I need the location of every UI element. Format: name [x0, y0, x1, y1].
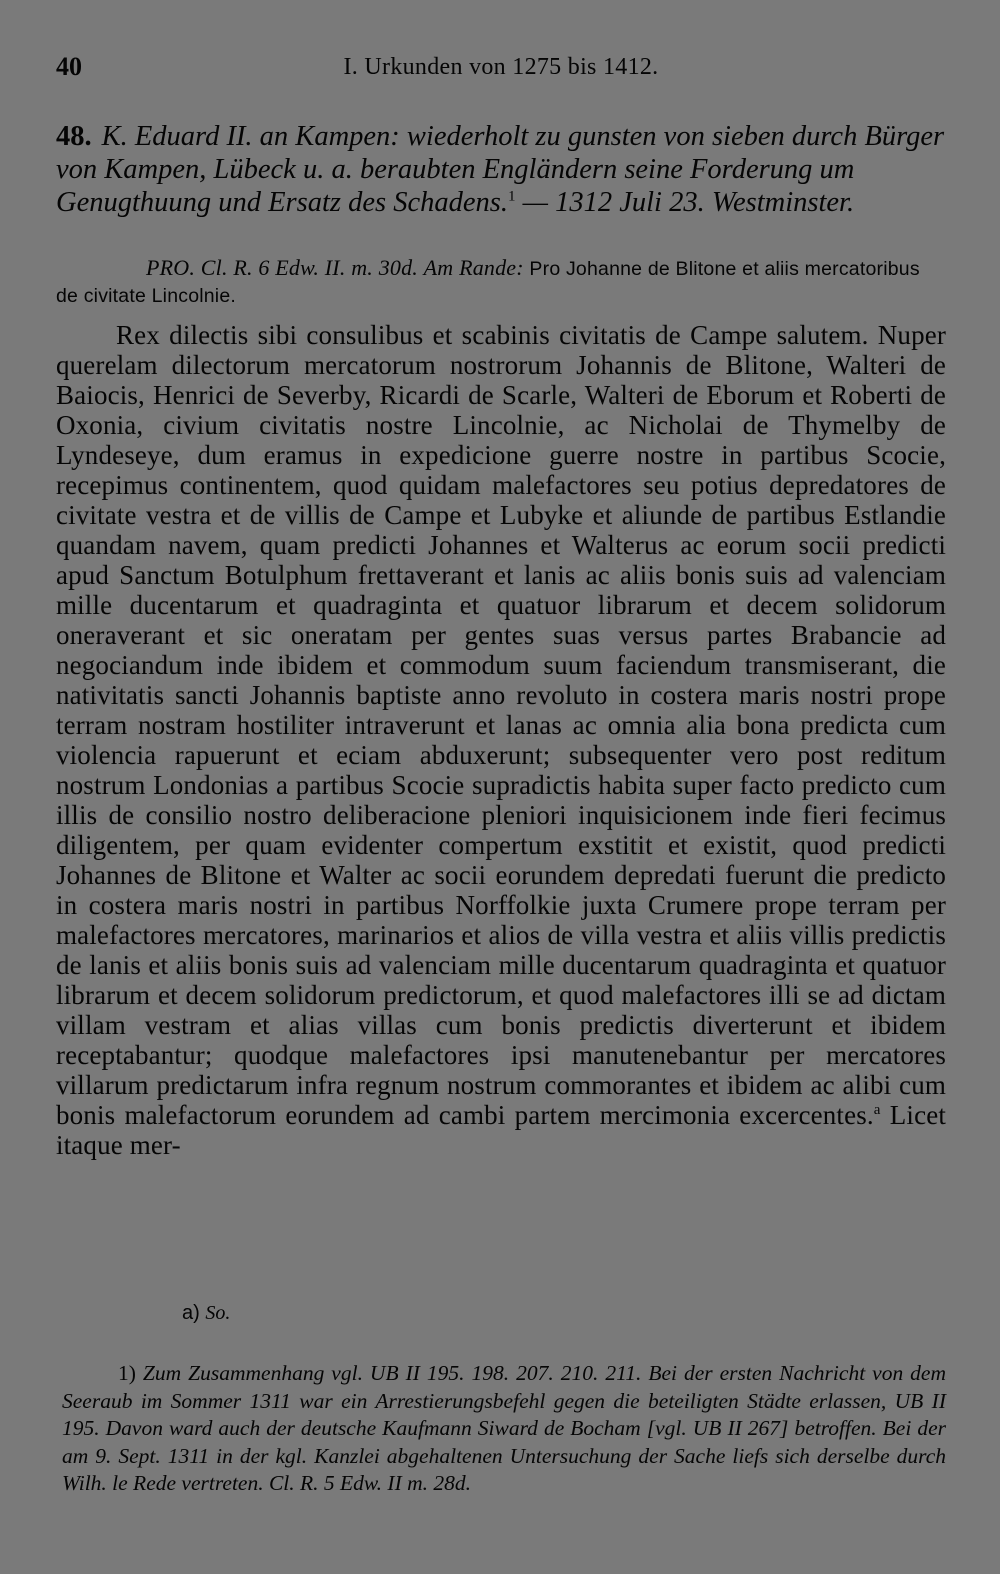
margin-label: Am Rande: [423, 255, 524, 280]
source-reference: PRO. Cl. R. 6 Edw. II. m. 30d. [146, 255, 419, 280]
page-number: 40 [56, 52, 82, 81]
document-number: 48. [56, 121, 92, 152]
footnote-1-label: 1) [118, 1361, 136, 1385]
footnote-1 [62, 1360, 946, 1498]
document-body [56, 320, 946, 1160]
body-text-continuation: Licet itaque mer- [56, 1100, 946, 1160]
footnote-a [182, 1302, 230, 1325]
source-note [56, 254, 946, 310]
footnote-1-text: Zum Zusammenhang vgl. UB II 195. 198. 207. 210. 211. Bei der ersten Nachricht von dem Seeraub im Sommer 1311 war ein Arrestierungsbefehl gegen die beteiligten Städte erlassen, UB II 195. Davon ward auch der deutsche Kaufmann Siward de Bocham [vgl. UB II 267] betroffen. Bei der am 9. Sept. 1311 in der kgl. Kanzlei abgehaltenen Untersuchung der Sache liefs sich derselbe durch Wilh. le Rede vertreten. Cl. R. 5 Edw. II m. 28d. [62, 1361, 947, 1495]
page-header [56, 52, 946, 92]
footnote-mark-a: a [873, 1102, 881, 1118]
footnote-a-label: a) [182, 1302, 200, 1324]
running-head: I. Urkunden von 1275 bis 1412. [343, 54, 659, 80]
document-heading [56, 120, 946, 219]
footnote-mark-1: 1 [508, 188, 516, 205]
footnote-a-text: So. [205, 1302, 231, 1324]
heading-text: K. Eduard II. an Kampen: wiederholt zu gunsten von sieben durch Bürger von Kampen, Lübeck u. a. beraubten Engländern seine Forderung um Genugthuung und Ersatz des Schadens. [56, 121, 945, 218]
margin-note: Pro Johanne de Blitone et aliis mercatoribus de civitate Lincolnie. [56, 258, 920, 307]
body-text-main: Rex dilectis sibi consulibus et scabinis civitatis de Campe salutem. Nuper querelam dilectorum mercatorum nostrorum Johannis de Blitone, Walteri de Baiocis, Henrici de Severby, Ricardi de Scarle, Walteri de Eborum et Roberti de Oxonia, civium civitatis nostre Lincolnie, ac Nicholai de Thymelby de Lyndeseye, dum eramus in expedicione guerre nostre in partibus Scocie, recepimus continentem, quod quidam malefactores seu potius depredatores de civitate vestra et de villis de Campe et Lubyke et aliunde de partibus Estlandie quandam navem, quam predicti Johannes et Walterus ac eorum socii predicti apud Sanctum Botulphum frettaverant et lanis ac aliis bonis suis ad valenciam mille ducentarum et quadraginta et quatuor librarum et decem solidorum oneraverant et sic oneratam per gentes suas versus partes Brabancie ad negociandum inde ibidem et commodum suum faciendum transmiserant, die nativitatis sancti Johannis baptiste anno revoluto in costera maris nostri prope terram nostram hostiliter intraverunt et lanas ac omnia alia bona predicta cum violencia rapuerunt et eciam abduxerunt; subsequenter vero post reditum nostrum Londonias a partibus Scocie supradictis habita super facto predicto cum illis de consilio nostro deliberacione pleniori inquisicionem inde fieri fecimus diligentem, per quam evidenter compertum exstitit et existit, quod predicti Johannes de Blitone et Walter ac socii eorundem depredati fuerunt die predicto in costera maris nostri in partibus Norffolkie juxta Crumere prope terram per malefactores mercatores, marinarios et alios de villa vestra et aliis villis predictis de lanis et aliis bonis suis ad valenciam mille ducentarum quadraginta et quatuor librarum et decem solidorum predictorum, et quod malefactores illi se ad dictam villam vestram et alias villas cum bonis predictis diverterunt et ibidem receptabantur; quodque malefactores ipsi manutenebantur per mercatores villarum predictarum infra regnum nostrum commorantes et ibidem ac alibi cum bonis malefactorum eorundem ad cambi partem mercimonia excercentes. [56, 320, 946, 1130]
heading-date: — 1312 Juli 23. Westminster. [522, 187, 855, 218]
